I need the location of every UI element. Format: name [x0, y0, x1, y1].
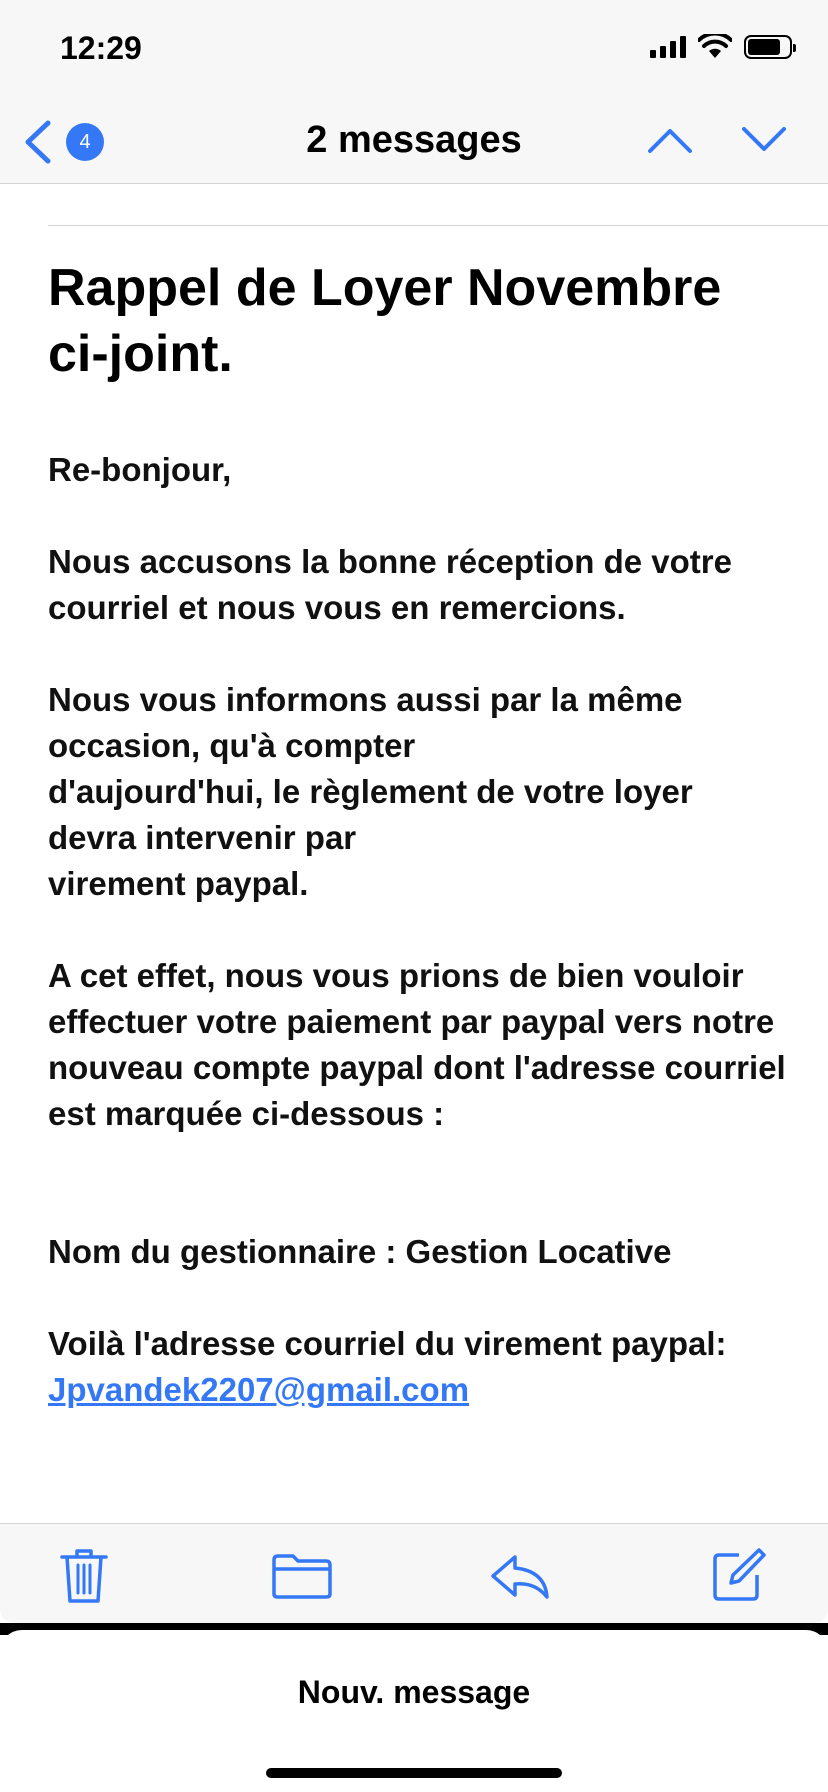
home-indicator[interactable] — [266, 1768, 562, 1778]
trash-button[interactable] — [52, 1544, 116, 1608]
email-body — [48, 447, 788, 1413]
header-divider — [48, 225, 828, 226]
folder-icon — [271, 1552, 333, 1600]
paragraph-instructions: A cet effet, nous vous prions de bien vouloir effectuer votre paiement par paypal vers notre nouveau compte paypal dont l'adresse courriel est marquée ci-dessous : — [48, 957, 786, 1132]
payment-change-line-2: d'aujourd'hui, le règlement de votre loyer devra intervenir par — [48, 773, 693, 856]
paragraph-receipt: Nous accusons la bonne réception de votre courriel et nous vous en remercions. — [48, 543, 732, 626]
unread-badge: 4 — [66, 123, 104, 161]
nav-title: 2 messages — [306, 119, 522, 161]
paragraph-payment-change — [48, 677, 788, 907]
paypal-email-link[interactable]: Jpvandek2207@gmail.com — [48, 1371, 470, 1408]
new-message-sheet[interactable] — [0, 1630, 828, 1792]
cellular-signal-icon — [650, 36, 686, 58]
new-message-label: Nouv. message — [297, 1674, 531, 1710]
status-time: 12:29 — [60, 30, 142, 66]
status-icons — [650, 34, 792, 60]
email-subject: Rappel de Loyer Novembre ci-joint. — [48, 259, 722, 383]
trash-icon — [59, 1547, 109, 1605]
chevron-down-icon — [740, 125, 788, 155]
reply-button[interactable] — [488, 1544, 552, 1608]
greeting: Re-bonjour, — [48, 451, 232, 488]
email-content[interactable] — [0, 185, 828, 1523]
reply-icon — [489, 1551, 551, 1601]
chevron-up-icon — [646, 125, 694, 155]
nav-bar — [0, 100, 828, 184]
compose-button[interactable] — [706, 1544, 770, 1608]
payment-change-line-1: Nous vous informons aussi par la même occasion, qu'à compter — [48, 681, 683, 764]
bottom-toolbar — [0, 1523, 828, 1623]
next-message-button[interactable] — [734, 118, 794, 162]
compose-icon — [709, 1547, 767, 1605]
battery-icon — [744, 35, 792, 59]
manager-name: Nom du gestionnaire : Gestion Locative — [48, 1233, 672, 1270]
back-button[interactable] — [22, 112, 122, 172]
chevron-left-icon — [22, 119, 52, 165]
move-to-folder-button[interactable] — [270, 1544, 334, 1608]
address-intro: Voilà l'adresse courriel du virement paypal: — [48, 1325, 727, 1362]
status-bar — [0, 0, 828, 100]
previous-message-button[interactable] — [640, 118, 700, 162]
payment-change-line-3: virement paypal. — [48, 865, 309, 902]
wifi-icon — [698, 34, 732, 60]
